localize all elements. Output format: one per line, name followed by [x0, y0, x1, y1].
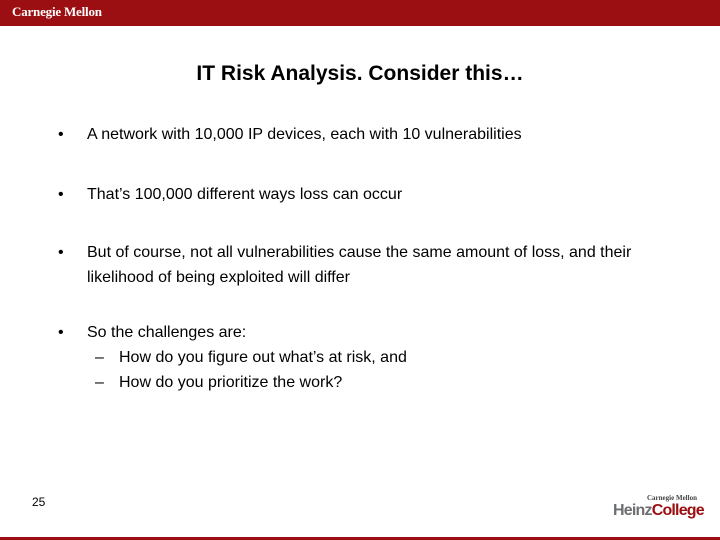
bullet-item: [58, 240, 658, 290]
logo-carnegie-mellon-text: Carnegie Mellon: [647, 494, 697, 502]
logo-heinz-text: Heinz: [613, 502, 652, 519]
bullet-item: [58, 122, 678, 147]
bullet-text: A network with 10,000 IP devices, each with 10 vulnerabilities: [87, 126, 522, 143]
bullet-marker: •: [58, 126, 64, 143]
page-number: 25: [32, 495, 46, 509]
sub-bullet-marker: –: [95, 349, 104, 366]
sub-bullet-marker: –: [95, 374, 104, 391]
sub-bullet-item: [95, 370, 678, 395]
sub-bullet-text: How do you figure out what’s at risk, and: [119, 349, 407, 366]
sub-bullet-text: How do you prioritize the work?: [119, 374, 343, 391]
slide-title: IT Risk Analysis. Consider this…: [196, 62, 524, 85]
bullet-marker: •: [58, 324, 64, 341]
bullet-text: But of course, not all vulnerabilities cause the same amount of loss, and their likelihood of being exploited will differ: [87, 244, 632, 286]
heinz-college-logo: [611, 494, 711, 524]
header-bar: [0, 0, 720, 26]
bullet-marker: •: [58, 186, 64, 203]
logo-heinz-college-text: [613, 502, 704, 520]
logo-college-text: College: [651, 502, 704, 519]
bullet-item: [58, 320, 678, 395]
carnegie-mellon-wordmark: Carnegie Mellon: [12, 4, 102, 19]
bullet-text: That’s 100,000 different ways loss can occur: [87, 186, 403, 203]
bullet-text: So the challenges are:: [87, 324, 247, 341]
bullet-item: [58, 182, 678, 207]
bullet-marker: •: [58, 244, 64, 261]
sub-bullet-item: [95, 345, 678, 370]
